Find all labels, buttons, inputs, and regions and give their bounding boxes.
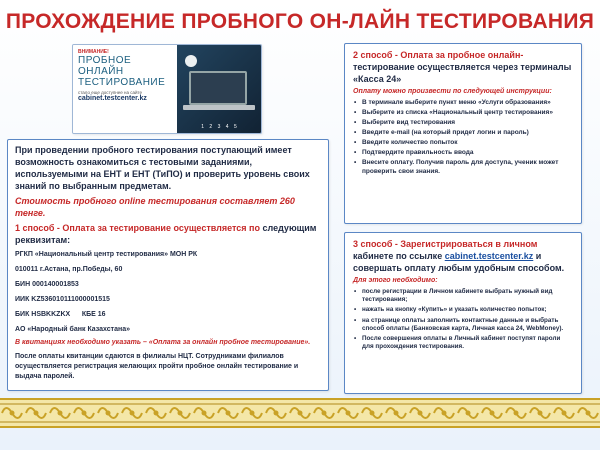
list-item: • Введите e-mail (на который придет логин и пароль) (353, 129, 573, 138)
promo-banner (72, 44, 262, 134)
list-item: • Выберите вид тестирования (353, 119, 573, 128)
method-3-heading (353, 238, 573, 274)
method-2-steps (353, 99, 573, 176)
list-item: • после регистрации в Личном кабинете выбрать нужный вид тестирования; (353, 288, 573, 304)
banner-attention: ВНИМАНИЕ! (78, 49, 109, 55)
method-1-heading (15, 222, 321, 246)
banner-pager: 1 2 3 4 5 (201, 124, 239, 130)
requisite-line: БИК HSBKKZKX КБЕ 16 (15, 311, 106, 318)
list-item: • После совершения оплаты в Личный кабинет поступят пароли для прохождения тестирования. (353, 335, 573, 351)
receipt-note: В квитанциях необходимо указать – «Оплата за онлайн пробное тестирование». (15, 339, 311, 346)
banner-url: cabinet.testcenter.kz (78, 95, 147, 102)
intro-text: При проведении пробного тестирования поступающий имеет возможность ознакомиться с тестовыми заданиями, используемыми на ЕНТ и ЕНТ (ТиПО) и проверить уровень своих знаний по выбранным предметам. (15, 145, 310, 191)
method-2-box (344, 43, 582, 224)
ornament-pattern-icon (0, 400, 600, 426)
method-1-rest: следующим реквизитам: (15, 223, 317, 245)
list-item: • на странице оплаты заполнить контактные данные и выбрать способ оплаты (Банковская карта, Личная касса 24, WebMoney). (353, 317, 573, 333)
method-3-label: 3 способ - Зарегистрироваться в личном (353, 239, 538, 249)
cabinet-link[interactable]: cabinet.testcenter.kz (444, 251, 534, 261)
page-title: ПРОХОЖДЕНИЕ ПРОБНОГО ОН-ЛАЙН ТЕСТИРОВАНИЯ (5, 10, 595, 33)
list-item: • Введите количество попыток (353, 139, 573, 148)
method-3-steps (353, 288, 573, 351)
ornament-band (0, 398, 600, 428)
banner-text (73, 45, 177, 133)
requisite-line: 010011 г.Астана, пр.Победы, 60 (15, 266, 123, 273)
requisite-line: РГКП «Национальный центр тестирования» МОН РК (15, 251, 198, 258)
method-3-need: Для этого необходимо: (353, 277, 438, 284)
laptop-base-icon (183, 105, 255, 110)
requisites-list (15, 248, 321, 336)
banner-line-1: ПРОБНОЕ (78, 55, 132, 66)
method-3-rest-b: и совершать оплату любым удобным способом. (353, 251, 565, 273)
cup-icon (185, 55, 197, 67)
method-2-label: 2 способ - Оплата за пробное онлайн- (353, 50, 524, 60)
list-item: • В терминале выберите пункт меню «Услуги образования» (353, 99, 573, 108)
price-text: Стоимость пробного online тестирования составляет 260 тенге. (15, 196, 295, 218)
requisite-line: БИН 000140001853 (15, 281, 79, 288)
banner-line-3: ТЕСТИРОВАНИЕ (78, 77, 166, 88)
method-2-heading (353, 49, 573, 85)
banner-line-2: ОНЛАЙН (78, 66, 124, 77)
list-item: • Внесите оплату. Получив пароль для доступа, ученик может проверить свои знания. (353, 159, 573, 176)
method-3-box (344, 232, 582, 394)
laptop-icon (189, 71, 247, 105)
method-2-rest: тестирование осуществляется через терминалы «Касса 24» (353, 62, 572, 84)
list-item: • Подтвердите правильность ввода (353, 149, 573, 158)
banner-photo (177, 45, 262, 133)
method-2-instructions: Оплату можно произвести по следующей инструкции: (353, 88, 552, 95)
requisite-line: ИИК KZ536010111000001515 (15, 296, 110, 303)
list-item: • Выберите из списка «Национальный центр тестирования» (353, 109, 573, 118)
banner-note: стало еще доступнее на сайте (78, 90, 143, 95)
list-item: • нажать на кнопку «Купить» и указать количество попыток; (353, 306, 573, 314)
requisite-line: АО «Народный банк Казахстана» (15, 326, 131, 333)
method-1-label: 1 способ - Оплата за тестирование осуществляется по (15, 223, 260, 233)
method-3-rest-a: кабинете по ссылке (353, 251, 443, 261)
after-payment-text: После оплаты квитанции сдаются в филиалы НЦТ. Сотрудниками филиалов осуществляется регистрация желающих пройти пробное онлайн тестирование и выдача паролей. (15, 353, 299, 380)
left-info-box (7, 139, 329, 391)
